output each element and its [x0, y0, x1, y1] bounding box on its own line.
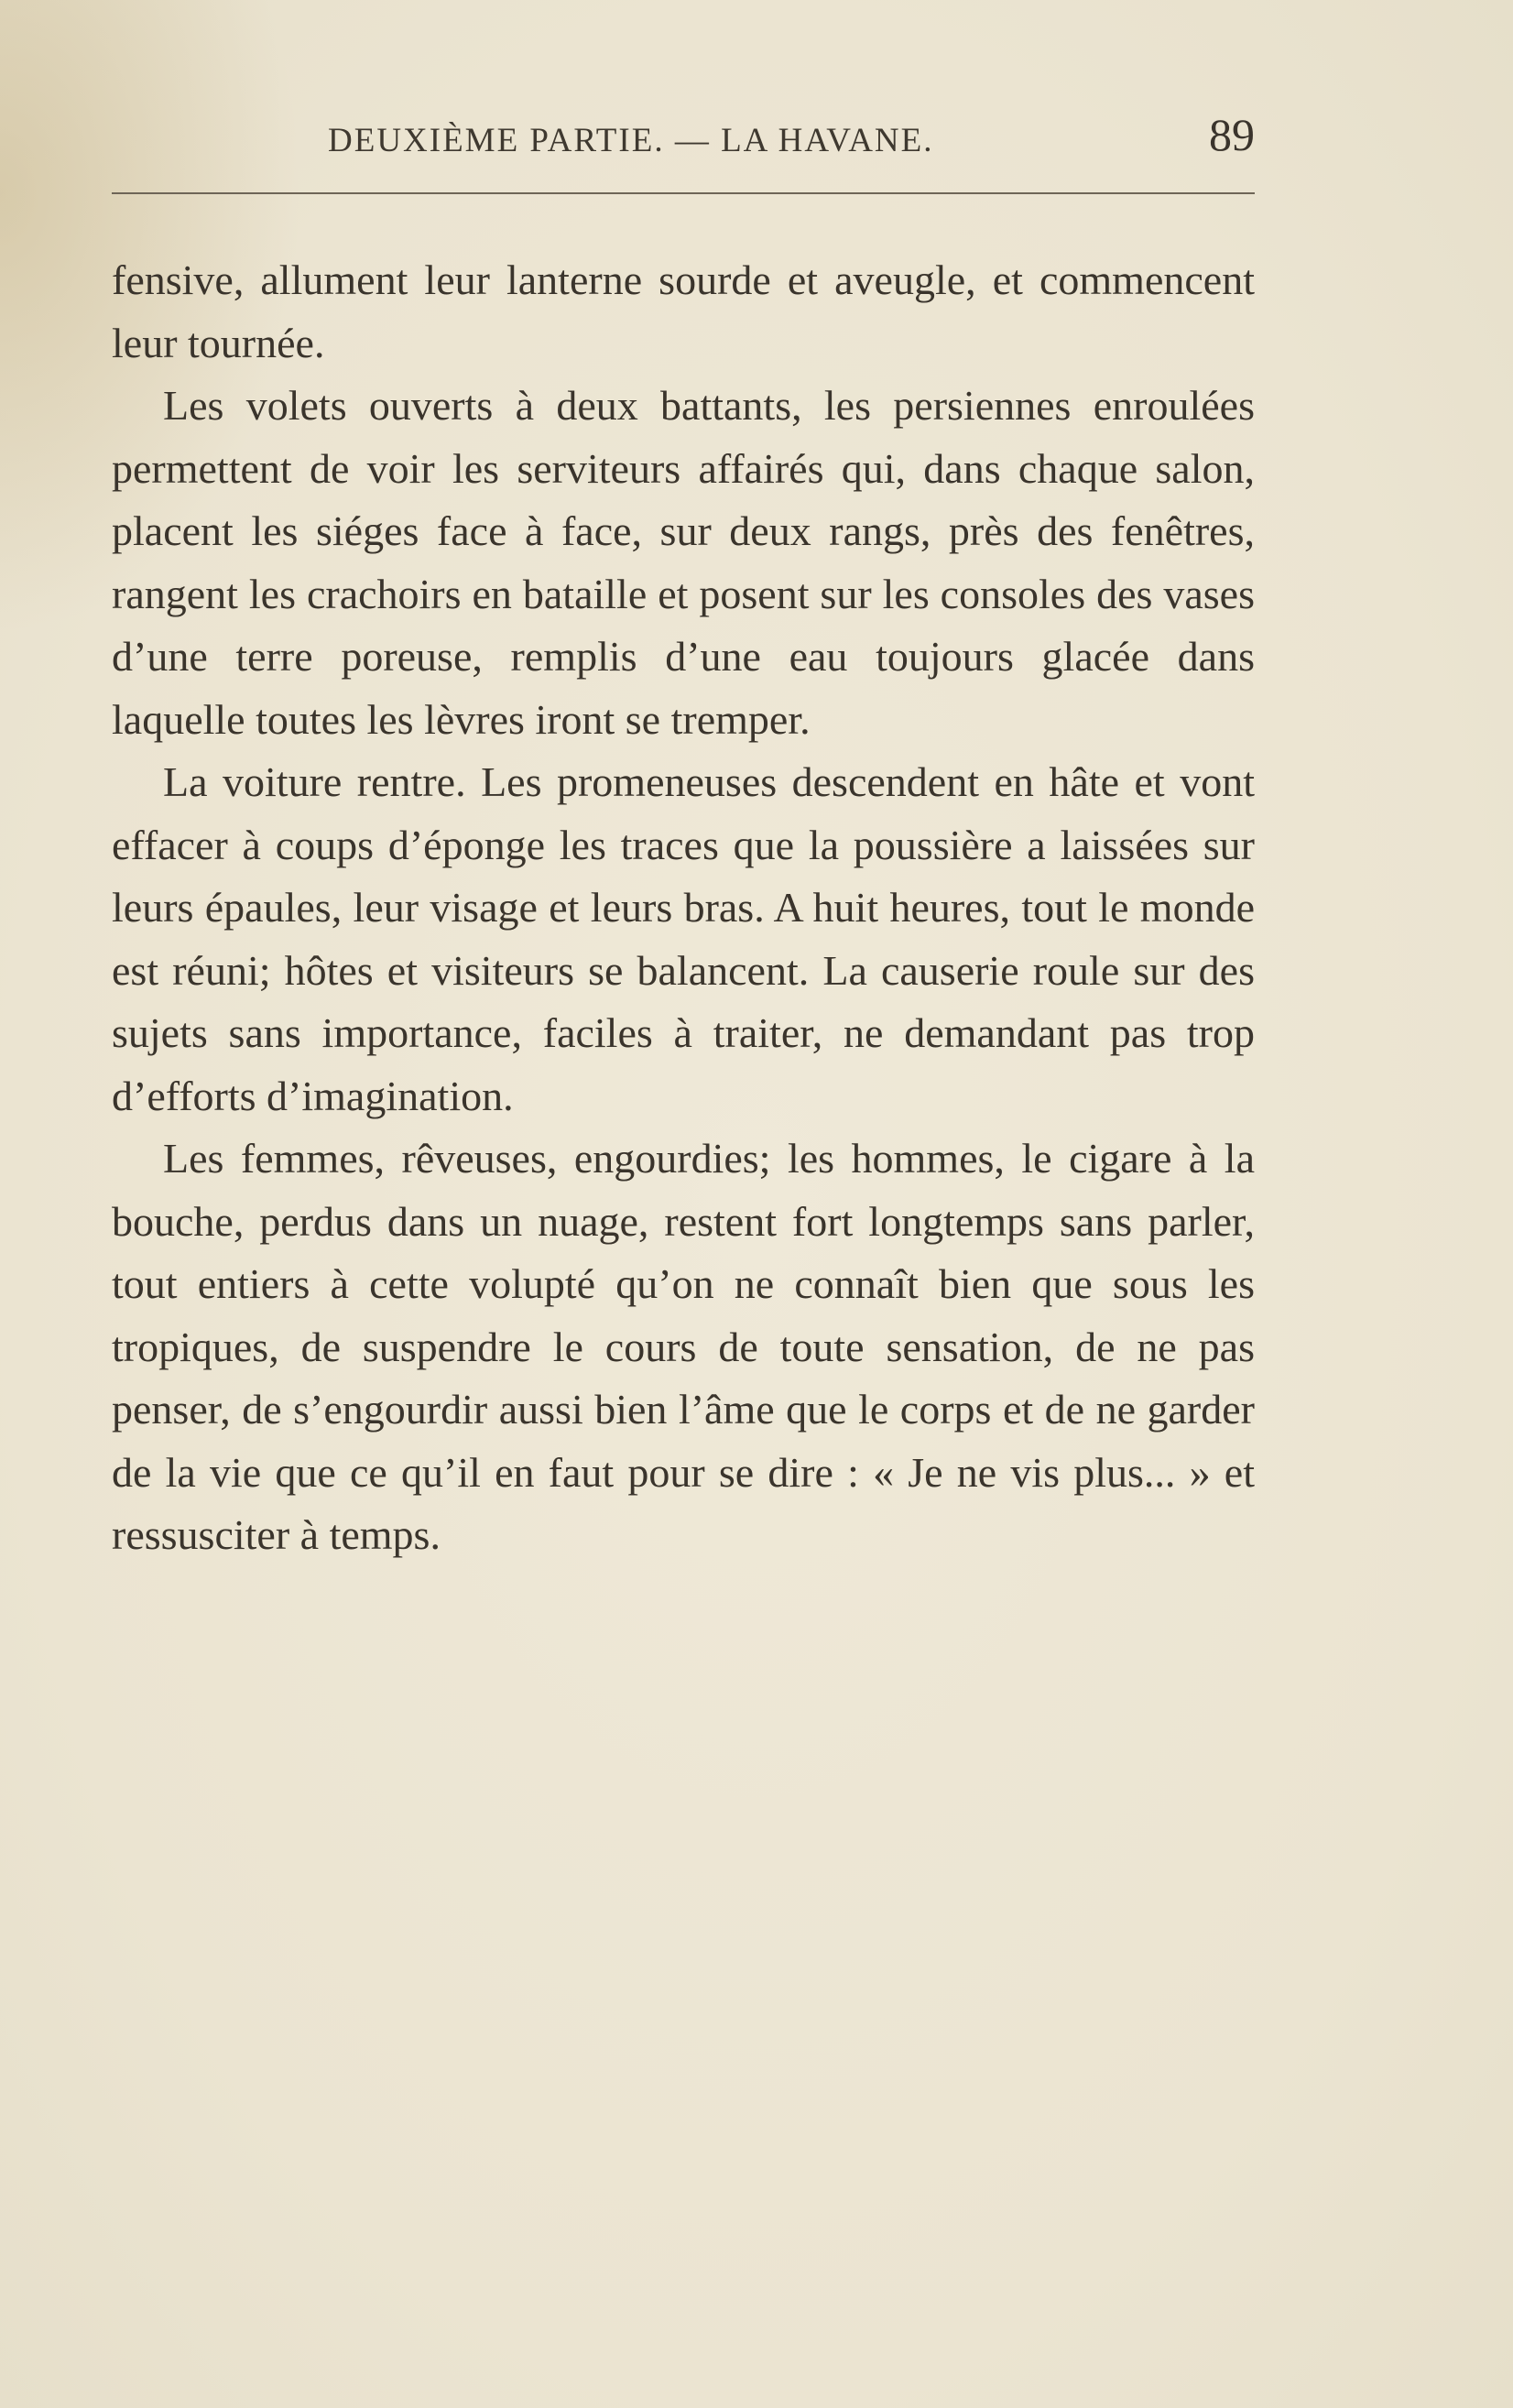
header-rule: [112, 192, 1255, 194]
running-title: DEUXIÈME PARTIE. — LA HAVANE.: [328, 122, 934, 159]
paragraph-volets: Les volets ouverts à deux battants, les persiennes enroulées permettent de voir les serviteurs affairés qui, dans chaque salon, placent les siéges face à face, sur deux rangs, près des fenêtres, rangent les crachoirs en bataille et posent sur les consoles des vases d’une terre poreuse, remplis d’une eau toujours glacée dans laquelle toutes les lèvres iront se tremper.: [112, 382, 1255, 743]
paragraph-continuation: fensive, allument leur lanterne sourde et aveugle, et commencent leur tournée.: [112, 256, 1255, 366]
paragraph-femmes: Les femmes, rêveuses, engourdies; les hommes, le cigare à la bouche, perdus dans un nuage, restent fort longtemps sans parler, tout entiers à cette volupté qu’on ne connaît bien que sous les tropiques, de suspendre le cours de toute sensation, de ne pas penser, de s’engourdir aussi bien l’âme que le corps et de ne garder de la vie que ce qu’il en faut pour se dire : « Je ne vis plus... » et ressusciter à temps.: [112, 1135, 1255, 1558]
body-text: [112, 249, 1255, 1567]
running-head: [110, 108, 1255, 172]
paragraph-voiture: La voiture rentre. Les promeneuses descendent en hâte et vont effacer à coups d’éponge les traces que la poussière a laissées sur leurs épaules, leur visage et leurs bras. A huit heures, tout le monde est réuni; hôtes et visiteurs se balancent. La causerie roule sur des sujets sans importance, faciles à traiter, ne demandant pas trop d’efforts d’imagination.: [112, 758, 1255, 1119]
page-number: 89: [1209, 109, 1255, 160]
